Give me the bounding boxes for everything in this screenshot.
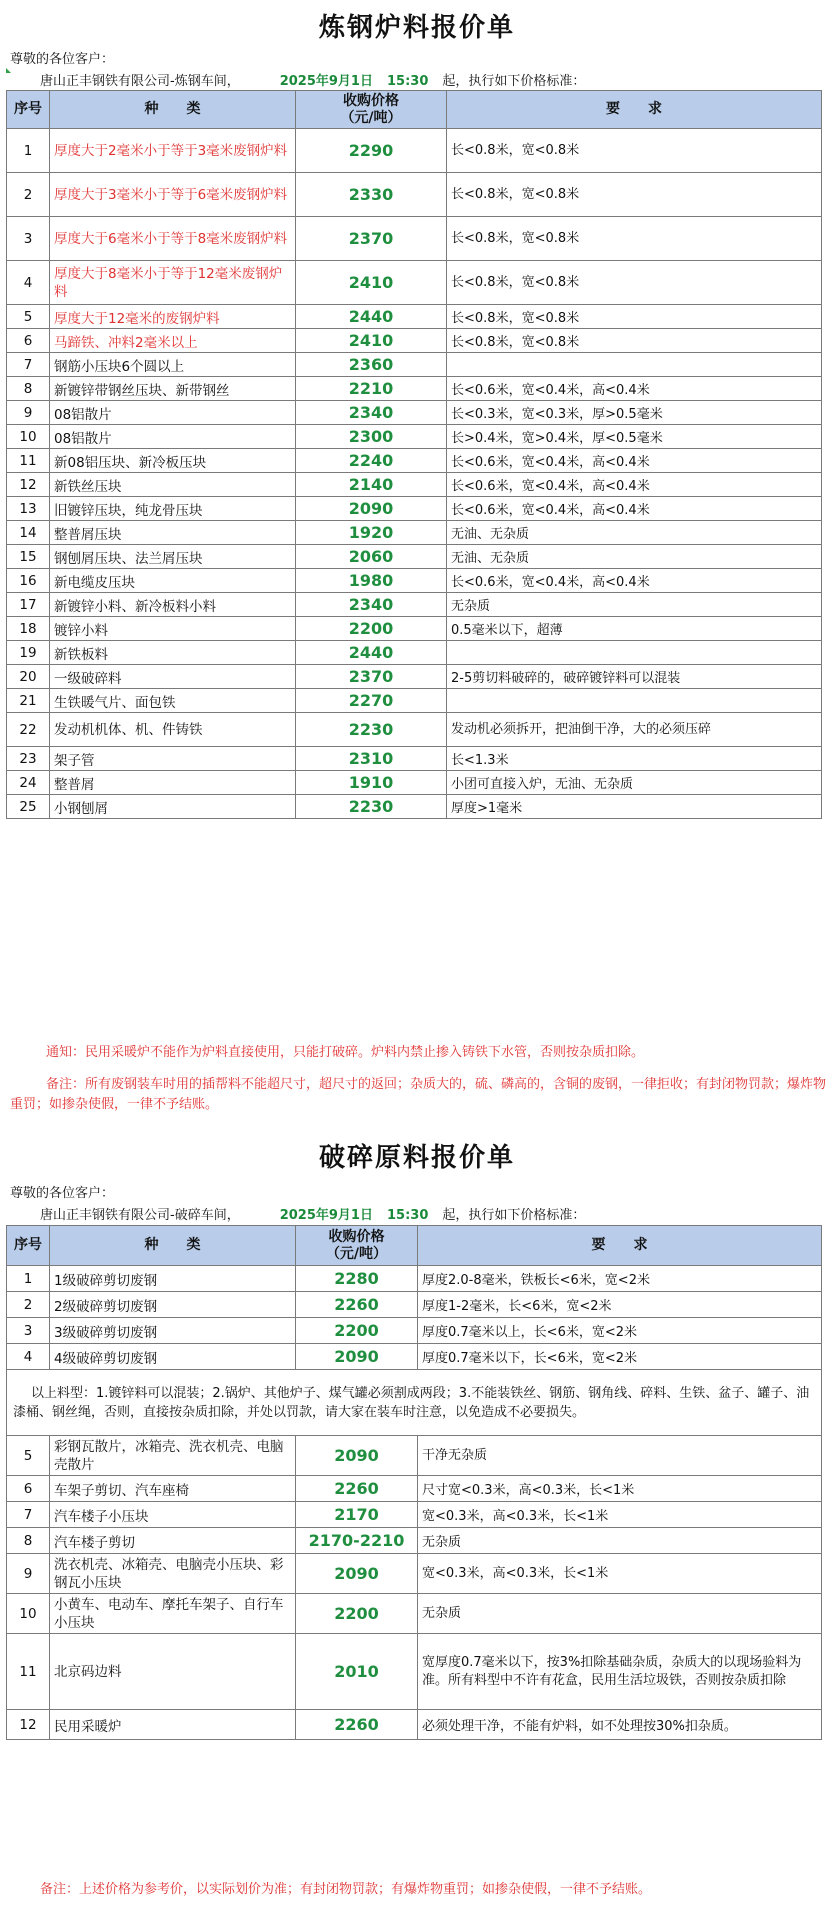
row-requirement: 小团可直接入炉，无油、无杂质 (447, 771, 822, 795)
table-row (7, 1292, 822, 1318)
row-number: 24 (7, 771, 50, 795)
row-kind: 汽车楼子小压块 (50, 1502, 296, 1528)
row-number: 17 (7, 593, 50, 617)
row-requirement: 尺寸宽<0.3米，高<0.3米，长<1米 (418, 1476, 822, 1502)
table-row (7, 713, 822, 747)
header-no: 序号 (7, 91, 50, 129)
row-price: 2240 (296, 449, 447, 473)
table-row (7, 217, 822, 261)
row-kind: 1级破碎剪切废钢 (50, 1266, 296, 1292)
row-requirement: 宽<0.3米，高<0.3米，长<1米 (418, 1554, 822, 1594)
row-number: 2 (7, 1292, 50, 1318)
row-kind: 整普屑压块 (50, 521, 296, 545)
row-price: 2090 (296, 1344, 418, 1370)
table-row (7, 353, 822, 377)
effective-date-2: 2025年9月1日 (279, 1208, 373, 1223)
effective-suffix-2: 起，执行如下价格标准： (442, 1208, 586, 1223)
row-number: 16 (7, 569, 50, 593)
row-number: 14 (7, 521, 50, 545)
row-number: 12 (7, 1710, 50, 1740)
row-price: 2090 (296, 497, 447, 521)
section-title: 破碎原料报价单 (318, 1143, 515, 1173)
row-price: 1910 (296, 771, 447, 795)
price-table-steel (6, 90, 822, 819)
row-kind: 厚度大于12毫米的废钢炉料 (50, 305, 296, 329)
row-requirement: 长<0.6米，宽<0.4米，高<0.4米 (447, 569, 822, 593)
table-row (7, 1266, 822, 1292)
table-row (7, 641, 822, 665)
table-row (7, 545, 822, 569)
table-row (7, 689, 822, 713)
row-number: 9 (7, 1554, 50, 1594)
row-price: 2310 (296, 747, 447, 771)
row-requirement: 无杂质 (418, 1594, 822, 1634)
table-row (7, 329, 822, 353)
row-price: 2340 (296, 593, 447, 617)
effective-suffix: 起，执行如下价格标准： (442, 74, 586, 89)
row-requirement: 长<0.8米，宽<0.8米 (447, 173, 822, 217)
row-price: 1920 (296, 521, 447, 545)
row-number: 10 (7, 425, 50, 449)
table-row (7, 1634, 822, 1710)
row-kind: 08铝散片 (50, 401, 296, 425)
row-number: 8 (7, 377, 50, 401)
row-kind: 新镀锌小料、新冷板料小料 (50, 593, 296, 617)
row-price: 2210 (296, 377, 447, 401)
row-number: 19 (7, 641, 50, 665)
table-row (7, 173, 822, 217)
row-number: 11 (7, 449, 50, 473)
row-price: 2370 (296, 665, 447, 689)
table-row (7, 747, 822, 771)
header-kind-2: 种 类 (50, 1226, 296, 1266)
row-price: 2090 (296, 1436, 418, 1476)
material-rules-paragraph: 以上料型：1.镀锌料可以混装；2.锅炉、其他炉子、煤气罐必须割成两段；3.不能装铁丝、钢筋、钢角线、碎料、生铁、盆子、罐子、油漆桶、钢丝绳，否则，直接按杂质扣除，并处以罚款，请大家在装车时注意，以免造成不必要损失。 (7, 1370, 822, 1436)
row-kind: 旧镀锌压块，纯龙骨压块 (50, 497, 296, 521)
row-kind: 北京码边料 (50, 1634, 296, 1710)
row-requirement: 长<0.8米，宽<0.8米 (447, 217, 822, 261)
row-price: 2360 (296, 353, 447, 377)
row-requirement (447, 353, 822, 377)
notice-text: 通知：民用采暖炉不能作为炉料直接使用，只能打破碎。炉料内禁止掺入铸铁下水管，否则按杂质扣除。 (46, 1045, 645, 1060)
header-requirement: 要 求 (447, 91, 822, 129)
row-kind: 民用采暖炉 (50, 1710, 296, 1740)
table-row (7, 1436, 822, 1476)
row-price: 2230 (296, 713, 447, 747)
effective-line (40, 70, 585, 89)
row-requirement: 无杂质 (418, 1528, 822, 1554)
row-kind: 厚度大于6毫米小于等于8毫米废钢炉料 (50, 217, 296, 261)
row-requirement: 宽厚度0.7毫米以下，按3%扣除基础杂质，杂质大的以现场验料为准。所有料型中不许有花盒，民用生活垃圾铁，否则按杂质扣除 (418, 1634, 822, 1710)
row-requirement: 宽<0.3米，高<0.3米，长<1米 (418, 1502, 822, 1528)
row-requirement: 长<0.8米，宽<0.8米 (447, 261, 822, 305)
row-kind: 新08铝压块、新冷板压块 (50, 449, 296, 473)
row-kind: 车架子剪切、汽车座椅 (50, 1476, 296, 1502)
table-row (7, 1710, 822, 1740)
row-number: 11 (7, 1634, 50, 1710)
row-requirement (447, 641, 822, 665)
row-kind: 4级破碎剪切废钢 (50, 1344, 296, 1370)
row-price: 1980 (296, 569, 447, 593)
row-number: 4 (7, 261, 50, 305)
row-requirement: 厚度2.0-8毫米，铁板长<6米，宽<2米 (418, 1266, 822, 1292)
row-number: 7 (7, 1502, 50, 1528)
row-price: 2440 (296, 641, 447, 665)
row-kind: 一级破碎料 (50, 665, 296, 689)
row-requirement: 长<0.8米，宽<0.8米 (447, 305, 822, 329)
row-kind: 新镀锌带钢丝压块、新带钢丝 (50, 377, 296, 401)
table-header-row-2 (7, 1226, 822, 1266)
row-kind: 镀锌小料 (50, 617, 296, 641)
row-requirement: 长<0.3米，宽<0.3米，厚>0.5毫米 (447, 401, 822, 425)
row-price: 2440 (296, 305, 447, 329)
row-price: 2340 (296, 401, 447, 425)
row-number: 18 (7, 617, 50, 641)
row-requirement: 厚度1-2毫米，长<6米，宽<2米 (418, 1292, 822, 1318)
row-kind: 整普屑 (50, 771, 296, 795)
table-row (7, 795, 822, 819)
row-number: 25 (7, 795, 50, 819)
row-price: 2200 (296, 1594, 418, 1634)
table-row (7, 449, 822, 473)
row-requirement: 长<0.6米，宽<0.4米，高<0.4米 (447, 377, 822, 401)
row-number: 3 (7, 1318, 50, 1344)
row-price: 2170-2210 (296, 1528, 418, 1554)
table-row (7, 593, 822, 617)
row-number: 9 (7, 401, 50, 425)
row-kind: 彩钢瓦散片，冰箱壳、洗衣机壳、电脑壳散片 (50, 1436, 296, 1476)
row-number: 21 (7, 689, 50, 713)
row-requirement: 0.5毫米以下，超薄 (447, 617, 822, 641)
effective-time-2: 15:30 (386, 1208, 429, 1223)
row-requirement (447, 689, 822, 713)
table-row (7, 1554, 822, 1594)
row-price: 2270 (296, 689, 447, 713)
row-price: 2010 (296, 1634, 418, 1710)
row-price: 2300 (296, 425, 447, 449)
row-number: 2 (7, 173, 50, 217)
row-requirement: 长<0.6米，宽<0.4米，高<0.4米 (447, 473, 822, 497)
table-row (7, 1318, 822, 1344)
row-kind: 2级破碎剪切废钢 (50, 1292, 296, 1318)
table-row (7, 497, 822, 521)
row-number: 4 (7, 1344, 50, 1370)
row-kind: 钢刨屑压块、法兰屑压块 (50, 545, 296, 569)
row-kind: 新铁丝压块 (50, 473, 296, 497)
row-price: 2410 (296, 261, 447, 305)
row-price: 2170 (296, 1502, 418, 1528)
row-number: 5 (7, 305, 50, 329)
table-row (7, 473, 822, 497)
table-row (7, 569, 822, 593)
row-price: 2260 (296, 1292, 418, 1318)
row-number: 13 (7, 497, 50, 521)
row-price: 2260 (296, 1710, 418, 1740)
row-requirement: 长<0.6米，宽<0.4米，高<0.4米 (447, 449, 822, 473)
row-kind: 3级破碎剪切废钢 (50, 1318, 296, 1344)
row-kind: 洗衣机壳、冰箱壳、电脑壳小压块、彩钢瓦小压块 (50, 1554, 296, 1594)
row-number: 1 (7, 129, 50, 173)
cell-marker (6, 68, 11, 73)
effective-time: 15:30 (386, 74, 429, 89)
company-name-2: 唐山正丰钢铁有限公司-破碎车间， (40, 1208, 240, 1223)
table-header-row (7, 91, 822, 129)
row-price: 2370 (296, 217, 447, 261)
row-requirement: 厚度0.7毫米以下，长<6米，宽<2米 (418, 1344, 822, 1370)
table-row (7, 665, 822, 689)
row-number: 15 (7, 545, 50, 569)
table-row (7, 1344, 822, 1370)
row-kind: 小黄车、电动车、摩托车架子、自行车小压块 (50, 1594, 296, 1634)
row-price: 2090 (296, 1554, 418, 1594)
greeting-2: 尊敬的各位客户： (10, 1186, 115, 1201)
row-price: 2230 (296, 795, 447, 819)
row-kind: 厚度大于2毫米小于等于3毫米废钢炉料 (50, 129, 296, 173)
row-requirement: 长<1.3米 (447, 747, 822, 771)
effective-line-2 (40, 1204, 585, 1223)
row-kind: 汽车楼子剪切 (50, 1528, 296, 1554)
row-price: 2140 (296, 473, 447, 497)
row-kind: 马蹄铁、冲料2毫米以上 (50, 329, 296, 353)
row-kind: 08铝散片 (50, 425, 296, 449)
effective-date: 2025年9月1日 (279, 74, 373, 89)
row-number: 3 (7, 217, 50, 261)
row-number: 7 (7, 353, 50, 377)
row-requirement: 长<0.8米，宽<0.8米 (447, 329, 822, 353)
remark-text-2: 备注：上述价格为参考价，以实际划价为准；有封闭物罚款；有爆炸物重罚；如掺杂使假，一律不予结账。 (40, 1882, 652, 1897)
table-row (7, 261, 822, 305)
row-kind: 钢筋小压块6个圆以上 (50, 353, 296, 377)
remark-text: 备注：所有废钢装车时用的插帮料不能超尺寸，超尺寸的返回；杂质大的，硫、磷高的，含铜的废钢，一律拒收；有封闭物罚款；爆炸物重罚；如掺杂使假，一律不予结账。 (10, 1077, 827, 1112)
row-number: 23 (7, 747, 50, 771)
row-kind: 小钢刨屑 (50, 795, 296, 819)
page-title: 炼钢炉料报价单 (318, 13, 515, 43)
table-paragraph-row (7, 1370, 822, 1436)
row-kind: 生铁暖气片、面包铁 (50, 689, 296, 713)
table-row (7, 771, 822, 795)
table-row (7, 1502, 822, 1528)
table-row (7, 617, 822, 641)
row-number: 6 (7, 1476, 50, 1502)
row-price: 2280 (296, 1266, 418, 1292)
row-number: 12 (7, 473, 50, 497)
row-requirement: 长>0.4米，宽>0.4米，厚<0.5毫米 (447, 425, 822, 449)
header-price: 收购价格 （元/吨） (296, 91, 447, 129)
row-requirement: 长<0.8米，宽<0.8米 (447, 129, 822, 173)
greeting: 尊敬的各位客户： (10, 52, 115, 67)
table-row (7, 1594, 822, 1634)
row-price: 2330 (296, 173, 447, 217)
table-row (7, 401, 822, 425)
row-kind: 架子管 (50, 747, 296, 771)
row-price: 2410 (296, 329, 447, 353)
row-requirement: 发动机必须拆开，把油倒干净，大的必须压碎 (447, 713, 822, 747)
table-row (7, 305, 822, 329)
header-requirement-2: 要 求 (418, 1226, 822, 1266)
table-row (7, 1476, 822, 1502)
row-kind: 发动机机体、机、件铸铁 (50, 713, 296, 747)
row-requirement: 无杂质 (447, 593, 822, 617)
row-number: 10 (7, 1594, 50, 1634)
row-requirement: 必须处理干净，不能有炉料，如不处理按30%扣杂质。 (418, 1710, 822, 1740)
table-row (7, 1528, 822, 1554)
row-price: 2260 (296, 1476, 418, 1502)
row-kind: 新电缆皮压块 (50, 569, 296, 593)
row-price: 2060 (296, 545, 447, 569)
row-kind: 厚度大于3毫米小于等于6毫米废钢炉料 (50, 173, 296, 217)
price-table-crushing (6, 1225, 822, 1740)
row-requirement: 无油、无杂质 (447, 521, 822, 545)
table-row (7, 129, 822, 173)
row-number: 20 (7, 665, 50, 689)
header-no-2: 序号 (7, 1226, 50, 1266)
row-kind: 新铁板料 (50, 641, 296, 665)
row-price: 2290 (296, 129, 447, 173)
row-price: 2200 (296, 617, 447, 641)
table-row (7, 521, 822, 545)
company-name: 唐山正丰钢铁有限公司-炼钢车间， (40, 74, 240, 89)
row-requirement: 长<0.6米，宽<0.4米，高<0.4米 (447, 497, 822, 521)
table-row (7, 425, 822, 449)
row-number: 1 (7, 1266, 50, 1292)
row-requirement: 干净无杂质 (418, 1436, 822, 1476)
table-row (7, 377, 822, 401)
row-number: 6 (7, 329, 50, 353)
row-requirement: 2-5剪切料破碎的，破碎镀锌料可以混装 (447, 665, 822, 689)
row-requirement: 无油、无杂质 (447, 545, 822, 569)
header-price-2: 收购价格 （元/吨） (296, 1226, 418, 1266)
header-kind: 种 类 (50, 91, 296, 129)
row-price: 2200 (296, 1318, 418, 1344)
row-requirement: 厚度>1毫米 (447, 795, 822, 819)
row-number: 5 (7, 1436, 50, 1476)
row-number: 8 (7, 1528, 50, 1554)
row-number: 22 (7, 713, 50, 747)
row-requirement: 厚度0.7毫米以上，长<6米，宽<2米 (418, 1318, 822, 1344)
row-kind: 厚度大于8毫米小于等于12毫米废钢炉料 (50, 261, 296, 305)
